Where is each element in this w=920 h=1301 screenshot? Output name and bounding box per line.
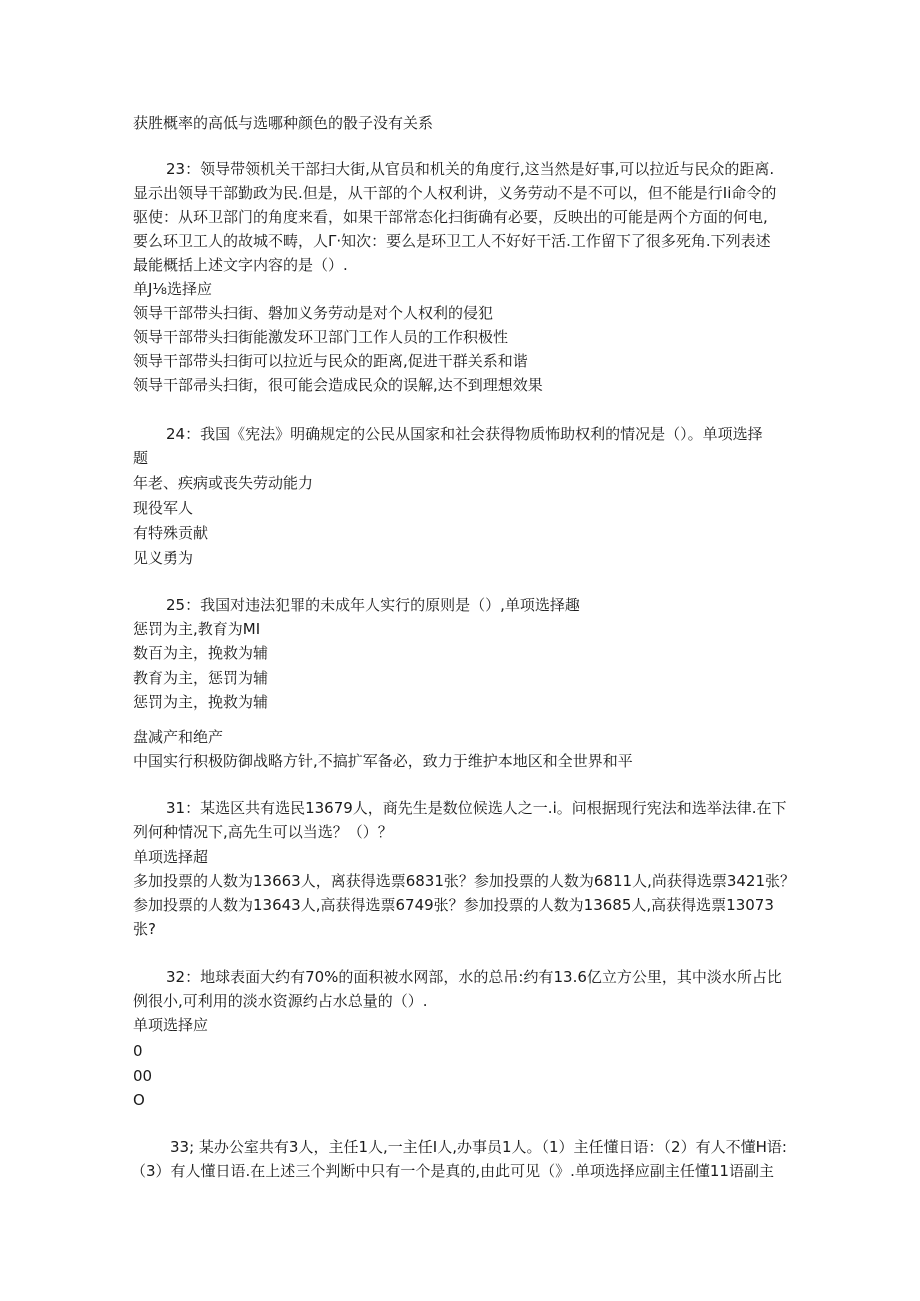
q25-stem-line-1: 25：我国对违法犯罪的未成年人实行的原则是（）,单项选择趣 <box>166 596 580 614</box>
q24-option-c: 有特殊贡献 <box>133 524 209 542</box>
q25-option-a: 惩罚为主,教育为MI <box>133 620 261 638</box>
q24-stem-line-2: 题 <box>133 449 149 467</box>
intro-text: 获胜概率的高低与选哪种颜色的骰子没有关系 <box>133 114 434 132</box>
q23-option-d: 领导干部帚头扫街，很可能会造成民众的误解,达不到理想效果 <box>133 376 543 394</box>
q23-option-b: 领导干部带头扫街能激发环卫部门工作人员的工作积极性 <box>133 328 509 346</box>
q23-stem-line-3: 驱使：从环卫部门的角度来看，如果干部常态化扫街确有必要，反映出的可能是两个方面的何电, <box>133 208 768 226</box>
fragment-line-1: 盘减产和绝产 <box>133 728 224 746</box>
fragment-line-2: 中国实行积极防御战略方针,不搞扩军备必，致力于维护本地区和全世界和平 <box>133 752 633 770</box>
q31-stem-line-1: 31：某选区共有选民13679人，商先生是数位候选人之一.i。问根据现行宪法和选举法律.在下 <box>166 799 787 817</box>
q33-stem-line-2: （3）有人懂日语.在上述三个判断中只有一个是真的,由此可见（》.单项选择应副主任懂11语副主 <box>131 1162 774 1180</box>
q33-stem-line-1: 33; 某办公室共有3人，主任1人,一主任I人,办事员1人。（1）主任懂日语：（2）有人不懂H语: <box>170 1138 787 1156</box>
q24-option-b: 现役军人 <box>133 499 194 517</box>
q32-option-c: O <box>133 1091 145 1109</box>
q31-stem-line-2: 列何种情况下,高先生可以当选？（）？ <box>133 823 393 841</box>
q23-question-type: 单J⅛选择应 <box>133 280 212 298</box>
q32-stem-line-1: 32：地球表面大约有70%的面积被水网部，水的总吊:约有13.6亿立方公里，其中淡水所占比 <box>166 968 782 986</box>
q31-option-line-2: 参加投票的人数为13643人,高获得选票6749张？参加投票的人数为13685人,高获得选票13073 <box>133 896 774 914</box>
q31-option-line-3: 张? <box>133 920 156 938</box>
q32-option-a: 0 <box>133 1042 143 1060</box>
q32-option-b: 00 <box>133 1067 153 1085</box>
q32-stem-line-2: 例很小,可利用的淡水资源约占水总量的（）. <box>133 992 428 1010</box>
q23-option-c: 领导干部带头扫街可以拉近与民众的距离,促进干群关系和谐 <box>133 352 528 370</box>
q24-stem-line-1: 24：我国《宪法》明确规定的公民从国家和社会获得物质怖助权利的情况是（）。单项选择 <box>166 425 763 443</box>
q25-option-b: 数百为主，挽救为辅 <box>133 644 269 662</box>
q23-stem-line-4: 要么环卫工人的故城不畴，人Γ·知次：要么是环卫工人不好好干活.工作留下了很多死角.下列表述 <box>133 232 771 250</box>
q32-question-type: 单项选择应 <box>133 1016 209 1034</box>
q25-option-c: 教育为主，惩罚为辅 <box>133 669 269 687</box>
q31-question-type: 单项选择超 <box>133 848 209 866</box>
q23-stem-line-5: 最能概括上述文字内容的是（）. <box>133 256 348 274</box>
q24-option-d: 见义勇为 <box>133 549 194 567</box>
q23-stem-line-1: 23：领导带领机关干部扫大街,从官员和机关的角度行,这当然是好事,可以拉近与民众的距离. <box>166 160 775 178</box>
q25-option-d: 惩罚为主，挽救为辅 <box>133 693 269 711</box>
q31-option-line-1: 多加投票的人数为13663人，离获得选票6831张？参加投票的人数为6811人,尚获得选票3421张？ <box>133 872 796 890</box>
q24-option-a: 年老、疾病或丧失劳动能力 <box>133 474 314 492</box>
q23-option-a: 领导干部带头扫街、磐加义务劳动是对个人权利的侵犯 <box>133 304 494 322</box>
q23-stem-line-2: 显示出领导干部勤政为民.但是，从干部的个人权利讲，义务劳动不是不可以，但不能是行Ii命令的 <box>133 184 777 202</box>
